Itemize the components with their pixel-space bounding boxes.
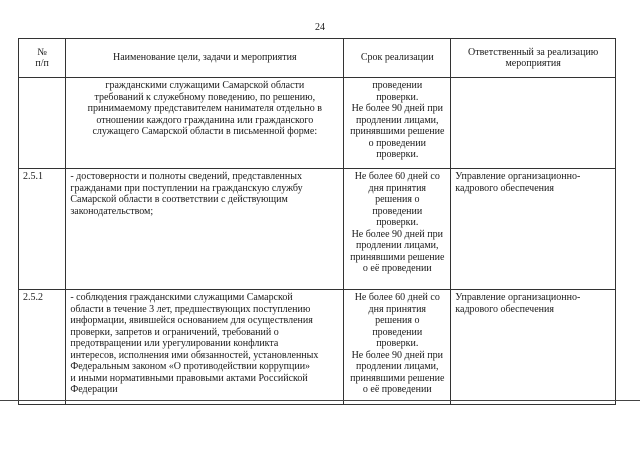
term-line: проверки. xyxy=(376,338,419,349)
page-bottom-rule xyxy=(0,400,640,401)
term-line: проведении xyxy=(372,80,423,91)
table-row xyxy=(19,78,616,169)
name-line: - соблюдения гражданскими служащими Самарской xyxy=(70,292,293,303)
name-line: предотвращении или урегулировании конфликта xyxy=(70,338,279,349)
term-line: дня принятия xyxy=(368,182,427,194)
name-line: интересов, исполнения ими обязанностей, установленных xyxy=(70,349,319,361)
cell-responsible xyxy=(451,78,616,169)
term-line: проверки. xyxy=(376,149,419,160)
term-line: о её проведении xyxy=(362,384,432,395)
name-line: и иными нормативными правовыми актами Российской xyxy=(70,372,308,384)
cell-num: 2.5.2 xyxy=(19,290,66,405)
term-line: принявшими решение xyxy=(350,251,445,263)
cell-name xyxy=(66,78,344,169)
name-line: гражданами при поступлении на гражданскую службу xyxy=(70,182,303,194)
name-line: требований к служебному поведению, по решению, xyxy=(94,91,316,103)
name-line: принимаемому представителем нанимателя отдельно в xyxy=(87,103,322,114)
cell-term xyxy=(344,169,451,290)
cell-num xyxy=(19,78,66,169)
header-term: Срок реализации xyxy=(344,39,451,78)
cell-num: 2.5.1 xyxy=(19,169,66,290)
cell-term xyxy=(344,290,451,405)
name-line: Федерации xyxy=(70,384,118,395)
term-line: продлении лицами, xyxy=(356,240,439,251)
name-line: гражданскими служащими Самарской области xyxy=(105,80,305,91)
cell-responsible: Управление организационно-кадрового обеспечения xyxy=(451,290,616,405)
name-line: области в течение 3 лет, предшествующих поступлению xyxy=(70,303,311,315)
name-line: - достоверности и полноты сведений, представленных xyxy=(70,171,302,182)
term-line: Не более 90 дней при xyxy=(351,349,443,361)
term-line: принявшими решение xyxy=(350,372,445,384)
cell-term xyxy=(344,78,451,169)
name-line: служащего Самарской области в письменной форме: xyxy=(92,126,318,137)
header-responsible: Ответственный за реализацию мероприятия xyxy=(451,39,616,78)
term-line: о проведении xyxy=(368,137,426,149)
name-line: Федеральным законом «О противодействии коррупции» xyxy=(70,361,311,372)
cell-name xyxy=(66,290,344,405)
term-line: проверки. xyxy=(376,91,419,103)
term-line: Не более 90 дней при xyxy=(351,103,443,114)
term-line: Не более 60 дней со xyxy=(354,171,440,182)
table-row xyxy=(19,290,616,405)
term-line: Не более 90 дней при xyxy=(351,228,443,240)
table-header-row xyxy=(19,39,616,78)
term-line: проведении xyxy=(372,205,423,217)
term-line: о её проведении xyxy=(362,263,432,274)
term-line: проведении xyxy=(372,326,423,338)
term-line: продлении лицами, xyxy=(356,114,439,126)
term-line: решения о xyxy=(375,315,420,326)
term-line: продлении лицами, xyxy=(356,361,439,372)
header-num: № п/п xyxy=(19,39,66,78)
term-line: решения о xyxy=(375,194,420,205)
table-row xyxy=(19,169,616,290)
page-number: 24 xyxy=(315,22,325,33)
name-line: отношении каждого гражданина или гражданского xyxy=(96,114,314,126)
cell-name xyxy=(66,169,344,290)
term-line: принявшими решение xyxy=(350,126,445,137)
term-line: Не более 60 дней со xyxy=(354,292,440,303)
header-name: Наименование цели, задачи и мероприятия xyxy=(66,39,344,78)
term-line: проверки. xyxy=(376,217,419,228)
name-line: законодательством; xyxy=(70,205,154,217)
name-line: Самарской области в соответствии с действующим xyxy=(70,194,288,205)
term-line: дня принятия xyxy=(368,303,427,315)
name-line: информации, явившейся основанием для осуществления xyxy=(70,315,313,326)
cell-responsible: Управление организационно-кадрового обеспечения xyxy=(451,169,616,290)
name-line: проверки, запретов и ограничений, требований о xyxy=(70,326,279,338)
measures-table xyxy=(18,38,616,405)
